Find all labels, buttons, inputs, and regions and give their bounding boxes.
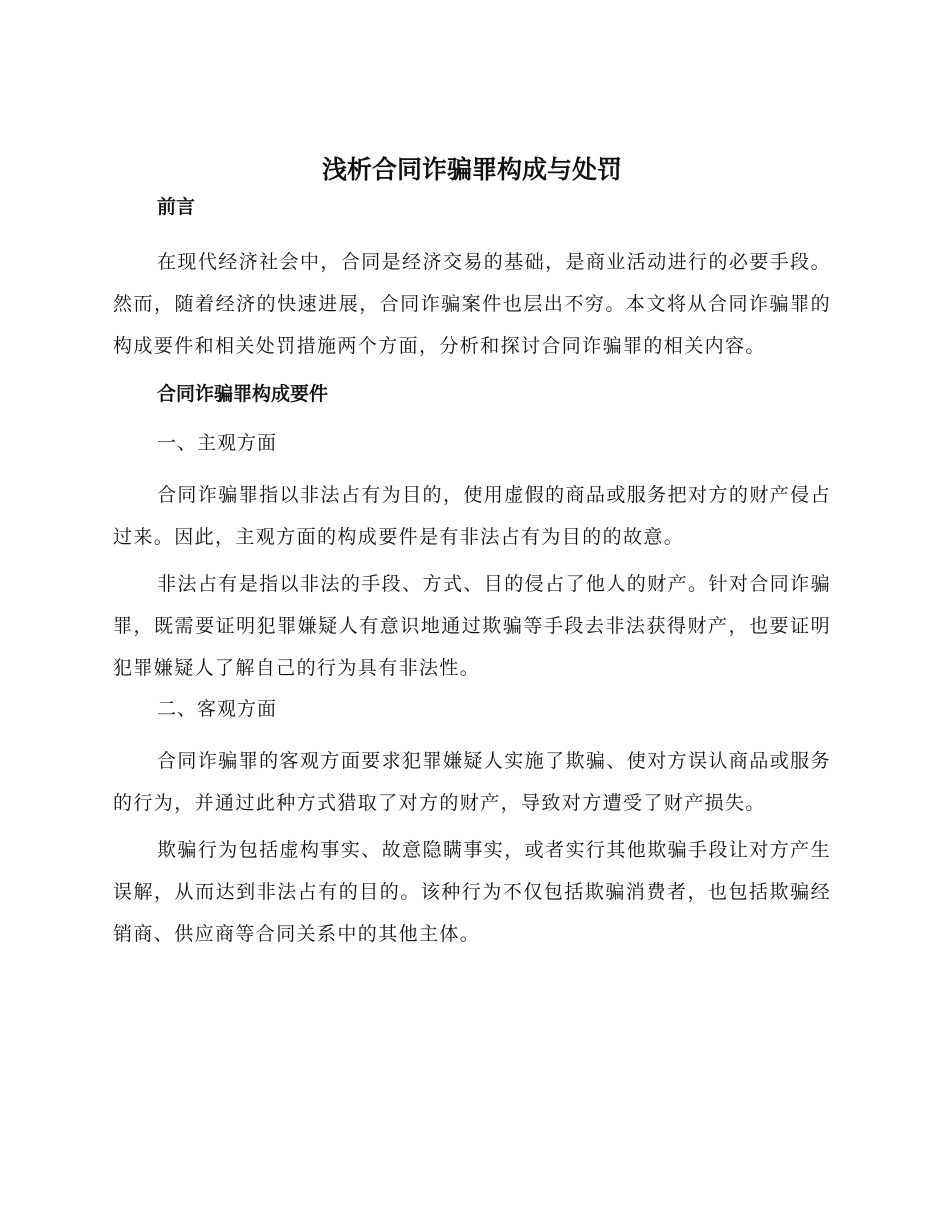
preface-paragraph: 在现代经济社会中，合同是经济交易的基础，是商业活动进行的必要手段。然而，随着经济的快速进展，合同诈骗案件也层出不穷。本文将从合同诈骗罪的构成要件和相关处罚措施两个方面，分析和探讨合同诈骗罪的相关内容。 <box>113 251 831 357</box>
objective-paragraph-2: 欺骗行为包括虚构事实、故意隐瞒事实，或者实行其他欺骗手段让对方产生误解，从而达到非法占有的目的。该种行为不仅包括欺骗消费者，也包括欺骗经销商、供应商等合同关系中的其他主体。 <box>113 839 831 945</box>
section-heading-elements: 合同诈骗罪构成要件 <box>157 383 329 405</box>
objective-aspect-heading: 二、客观方面 <box>157 698 278 720</box>
subjective-aspect-heading: 一、主观方面 <box>157 432 278 454</box>
preface-heading: 前言 <box>157 196 196 218</box>
document-title: 浅析合同诈骗罪构成与处罚 <box>321 155 622 184</box>
subjective-paragraph-1: 合同诈骗罪指以非法占有为目的，使用虚假的商品或服务把对方的财产侵占过来。因此，主观方面的构成要件是有非法占有为目的的故意。 <box>113 484 831 548</box>
objective-paragraph-1: 合同诈骗罪的客观方面要求犯罪嫌疑人实施了欺骗、使对方误认商品或服务的行为，并通过此种方式猎取了对方的财产，导致对方遭受了财产损失。 <box>113 750 831 814</box>
document-body <box>113 150 831 960</box>
subjective-paragraph-2: 非法占有是指以非法的手段、方式、目的侵占了他人的财产。针对合同诈骗罪，既需要证明犯罪嫌疑人有意识地通过欺骗等手段去非法获得财产，也要证明犯罪嫌疑人了解自己的行为具有非法性。 <box>113 573 831 679</box>
